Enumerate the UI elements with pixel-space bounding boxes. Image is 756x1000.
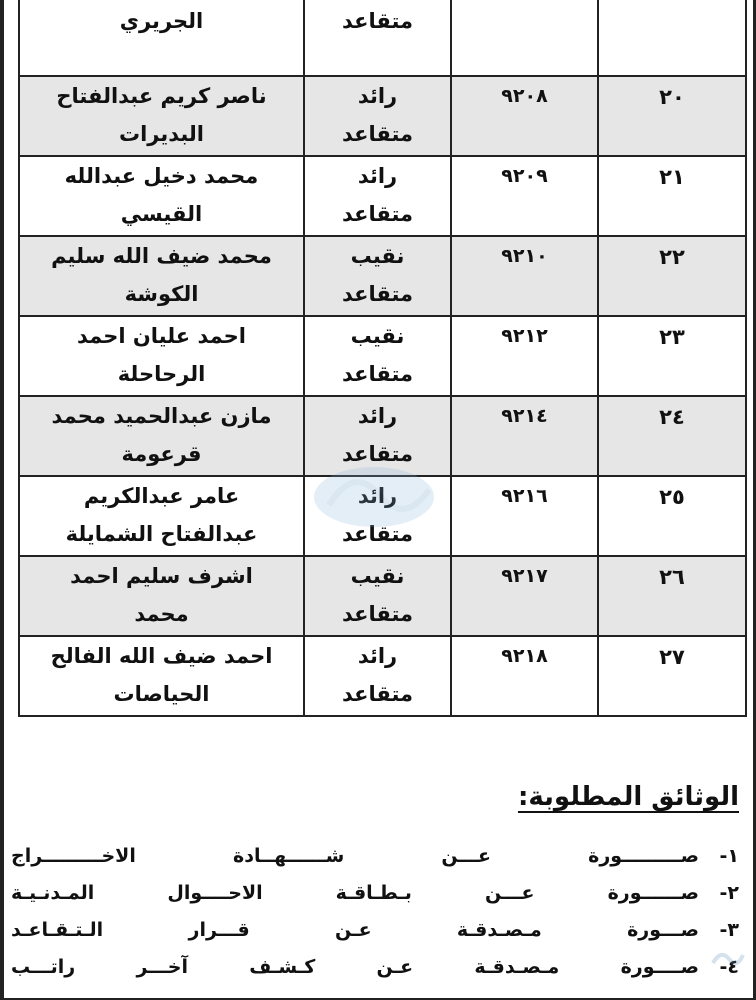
name-line: قرعومة <box>121 442 202 466</box>
cell-sequence: ٢٣ <box>598 316 746 396</box>
cell-military-number: ٩٢١٧ <box>451 556 598 636</box>
document-item-word: مـصـدقـة <box>474 956 560 978</box>
document-item <box>11 949 739 986</box>
name-line: محمد ضيف الله سليم <box>51 244 272 268</box>
cell-rank <box>304 316 451 396</box>
corner-logo-icon <box>709 945 745 971</box>
document-item-word: مـصـدقـة <box>456 919 542 941</box>
table-row <box>19 76 746 156</box>
cell-name <box>19 636 304 716</box>
cell-sequence: ٢١ <box>598 156 746 236</box>
cell-rank <box>304 236 451 316</box>
table-row <box>19 156 746 236</box>
required-documents-list <box>11 838 739 986</box>
cell-sequence: ٢٠ <box>598 76 746 156</box>
document-item-word: المـدنـيـة <box>11 882 95 904</box>
rank-line: نقيب <box>350 324 405 348</box>
cell-sequence: ٢٤ <box>598 396 746 476</box>
name-line: عبدالفتاح الشمايلة <box>65 522 258 546</box>
document-item-word: آخـــر <box>136 956 188 978</box>
cell-sequence: ٢٧ <box>598 636 746 716</box>
cell-military-number: ٩٢١٠ <box>451 236 598 316</box>
document-item-number: ٣- <box>719 919 739 941</box>
cell-military-number: ٩٢١٨ <box>451 636 598 716</box>
table-row <box>19 476 746 556</box>
name-line: محمد <box>134 602 189 626</box>
cell-military-number: ٩٢٠٨ <box>451 76 598 156</box>
document-item-word: صـــورة <box>627 919 699 941</box>
cell-name <box>19 316 304 396</box>
table-row <box>19 636 746 716</box>
rank-line: متقاعد <box>341 122 414 146</box>
document-item-word: صـــــــــورة <box>588 845 699 867</box>
cell-military-number: ٩٢١٦ <box>451 476 598 556</box>
document-item-word: عـــن <box>441 845 491 867</box>
document-item-number: ١- <box>719 845 739 867</box>
cell-rank <box>304 556 451 636</box>
document-item-text <box>11 949 699 986</box>
name-line: ناصر كريم عبدالفتاح <box>56 84 267 108</box>
document-item-text <box>11 838 699 875</box>
name-line: محمد دخيل عبدالله <box>64 164 259 188</box>
document-item-word: راتـــب <box>11 956 76 978</box>
name-line: اشرف سليم احمد <box>70 564 253 588</box>
document-item-word: كـشـف <box>249 956 316 978</box>
cell-military-number: ٩٢١٢ <box>451 316 598 396</box>
cell-sequence: ٢٢ <box>598 236 746 316</box>
cell-name <box>19 156 304 236</box>
document-item <box>11 838 739 875</box>
cell-name <box>19 0 304 76</box>
name-line: القيسي <box>120 202 203 226</box>
document-item-word: عـن <box>376 956 414 978</box>
required-documents-title: الوثائق المطلوبة: <box>517 782 739 812</box>
rank-line: رائد <box>357 164 398 188</box>
document-item-number: ٢- <box>719 882 739 904</box>
rank-line: نقيب <box>350 564 405 588</box>
table-row <box>19 236 746 316</box>
table-row <box>19 396 746 476</box>
rank-line: متقاعد <box>341 282 414 306</box>
name-line: الرحاحلة <box>117 362 206 386</box>
name-line: احمد عليان احمد <box>76 324 246 348</box>
cell-military-number: ٩٢٠٩ <box>451 156 598 236</box>
document-item-word: صــــورة <box>620 956 699 978</box>
cell-rank <box>304 76 451 156</box>
name-line: الكوشة <box>124 282 199 306</box>
rank-line: متقاعد <box>341 362 414 386</box>
rank-line: نقيب <box>350 244 405 268</box>
cell-rank <box>304 0 451 76</box>
name-line: مازن عبدالحميد محمد <box>51 404 272 428</box>
rank-line: متقاعد <box>341 442 414 466</box>
document-item <box>11 875 739 912</box>
document-item-text <box>11 912 699 949</box>
cell-sequence: ٢٥ <box>598 476 746 556</box>
cell-rank <box>304 156 451 236</box>
name-line: الحياصات <box>113 682 210 706</box>
document-item-word: قـــرار <box>188 919 250 941</box>
document-item-word: بـطـاقـة <box>335 882 412 904</box>
document-item-word: الاخـــــــــراج <box>11 845 136 867</box>
cell-sequence <box>598 0 746 76</box>
rank-line: متقاعد <box>341 522 414 546</box>
document-item-word: الـتـقـاعـد <box>11 919 104 941</box>
table-row <box>19 556 746 636</box>
cell-name <box>19 396 304 476</box>
rank-line: رائد <box>357 644 398 668</box>
cell-name <box>19 236 304 316</box>
name-line: البديرات <box>118 122 205 146</box>
cell-name <box>19 76 304 156</box>
table-row <box>19 0 746 76</box>
document-item <box>11 912 739 949</box>
table-row <box>19 316 746 396</box>
name-line: عامر عبدالكريم <box>83 484 240 508</box>
rank-line: رائد <box>357 484 398 508</box>
cell-name <box>19 556 304 636</box>
cell-rank <box>304 636 451 716</box>
name-line: احمد ضيف الله الفالح <box>50 644 273 668</box>
document-item-text <box>11 875 699 912</box>
retirees-table-body <box>19 0 746 716</box>
cell-rank <box>304 476 451 556</box>
rank-line: متقاعد <box>341 202 414 226</box>
document-item-word: صــــــورة <box>607 882 699 904</box>
rank-line: متقاعد <box>341 682 414 706</box>
cell-military-number: ٩٢١٤ <box>451 396 598 476</box>
cell-sequence: ٢٦ <box>598 556 746 636</box>
document-item-word: عـن <box>335 919 372 941</box>
name-line: الجريري <box>119 9 204 33</box>
document-item-word: شــــــهــادة <box>232 845 345 867</box>
rank-line: متقاعد <box>341 602 414 626</box>
retirees-table <box>18 0 747 717</box>
rank-line: رائد <box>357 404 398 428</box>
cell-name <box>19 476 304 556</box>
cell-rank <box>304 396 451 476</box>
rank-line: متقاعد <box>341 9 414 33</box>
document-item-word: الاحــــوال <box>167 882 263 904</box>
rank-line: رائد <box>357 84 398 108</box>
cell-military-number <box>451 0 598 76</box>
document-item-number: ٤- <box>719 956 739 978</box>
document-item-word: عـــن <box>484 882 535 904</box>
